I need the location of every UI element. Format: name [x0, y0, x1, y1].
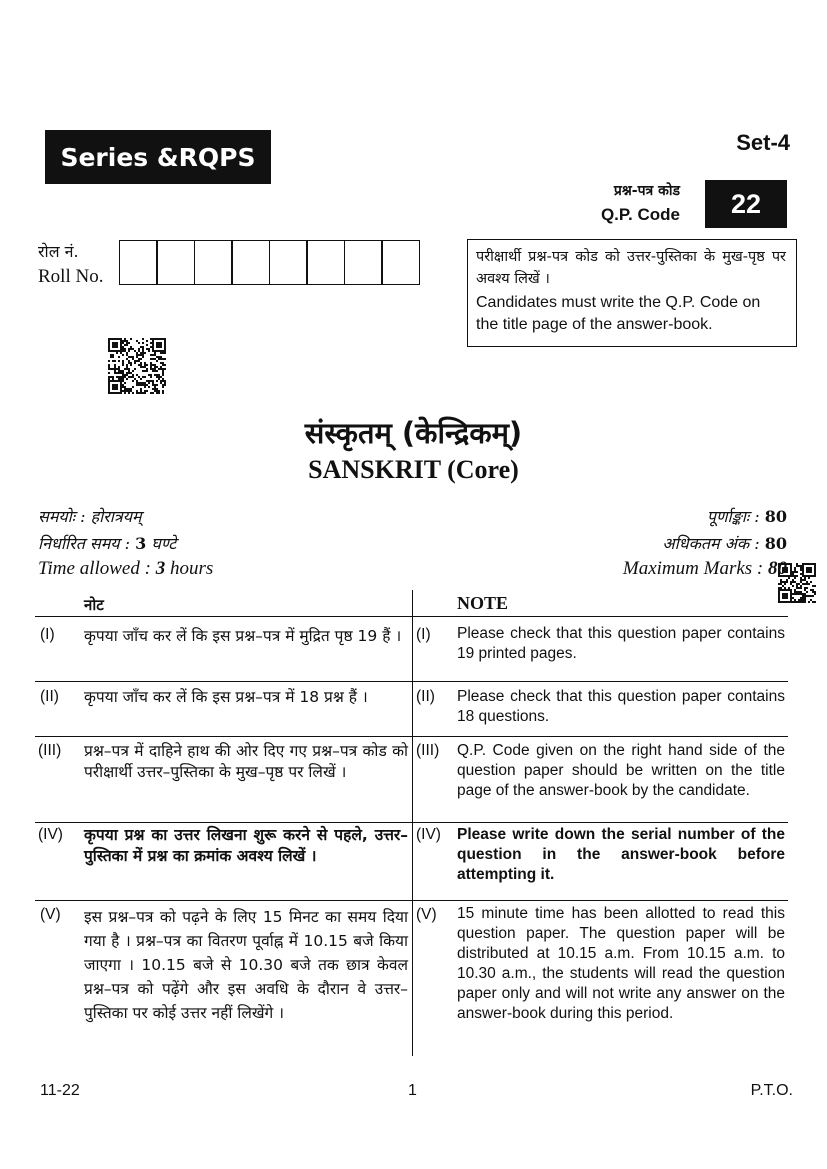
roll-number-box[interactable] [381, 240, 420, 285]
note-number: (I) [40, 626, 55, 643]
page-number: 1 [408, 1082, 417, 1099]
note-text-en: Please check that this question paper contains 18 questions. [457, 688, 785, 725]
note-number: (IV) [38, 826, 63, 843]
marks-english-label: Maximum Marks : [622, 558, 764, 579]
roll-number-box[interactable] [156, 240, 195, 285]
time-hindi [38, 532, 176, 554]
note-number-en: (IV) [416, 826, 441, 843]
time-english [38, 558, 213, 580]
time-english-label: Time allowed : [38, 558, 151, 579]
qr-code-icon [108, 338, 166, 394]
qp-code-value: 22 [705, 180, 787, 228]
roll-number-boxes [120, 240, 420, 285]
marks-sanskrit-label: पूर्णाङ्काः : [706, 507, 760, 526]
marks-sanskrit [707, 505, 787, 527]
marks-hindi [662, 532, 787, 554]
pto-label: P.T.O. [750, 1082, 793, 1099]
table-row-divider [35, 822, 788, 823]
marks-hindi-value: 80 [764, 534, 787, 553]
note-number: (V) [40, 906, 61, 923]
note-text-hi: इस प्रश्न–पत्र को पढ़ने के लिए 15 मिनट का समय दिया गया है । प्रश्न–पत्र का वितरण पूर्वाह्न में 10.15 बजे किया जाएगा । 10.15 बजे से 10.30 बजे तक छात्र केवल प्रश्न–पत्र को पढ़ेंगे और इस अवधि के दौरान वे उत्तर–पुस्तिका पर कोई उत्तर नहीं लिखेंगे । [84, 908, 408, 1022]
roll-number-box[interactable] [306, 240, 345, 285]
subject-title-en: SANSKRIT (Core) [308, 455, 519, 484]
note-text-en: 15 minute time has been allotted to read this question paper. The question paper will be distributed at 10.15 a.m. From 10.15 a.m. to 10.30 a.m., the students will read the question paper only and will not write any answer on the answer-book during this period. [457, 905, 785, 1022]
series-label: Series &RQPS [45, 130, 271, 184]
note-text-hi: कृपया प्रश्न का उत्तर लिखना शुरू करने से पहले, उत्तर–पुस्तिका में प्रश्न का क्रमांक अवश्य लिखें । [84, 826, 408, 865]
table-row-divider [35, 736, 788, 737]
time-hindi-unit: घण्टे [151, 534, 177, 553]
marks-english-value: 80 [768, 558, 787, 579]
candidate-instruction-box [467, 239, 797, 347]
roll-label-hi: रोल नं. [38, 242, 79, 261]
note-text-en: Please write down the serial number of the question in the answer-book before attempting it. [457, 826, 785, 883]
marks-sanskrit-value: 80 [764, 507, 787, 526]
note-text-en: Q.P. Code given on the right hand side of the question paper should be written on the title page of the answer-book by the candidate. [457, 742, 785, 799]
note-number-en: (II) [416, 688, 435, 705]
set-label: Set-4 [736, 130, 790, 155]
note-number: (III) [38, 742, 62, 759]
time-english-value: 3 [155, 558, 166, 579]
candidate-instruction-hi: परीक्षार्थी प्रश्न-पत्र कोड को उत्तर-पुस्तिका के मुख-पृष्ठ पर अवश्य लिखें । [476, 249, 786, 287]
candidate-instruction-en: Candidates must write the Q.P. Code on the title page of the answer-book. [476, 294, 761, 333]
note-heading-hi: नोट [84, 596, 104, 614]
note-number-en: (V) [416, 906, 437, 923]
note-text-en: Please check that this question paper contains 19 printed pages. [457, 625, 785, 662]
note-heading-en: NOTE [457, 593, 509, 613]
time-sanskrit: समयोः : होरात्रयम् [38, 507, 142, 526]
roll-number-box[interactable] [269, 240, 308, 285]
subject-title-hi: संस्कृतम् (केन्द्रिकम्) [304, 416, 523, 450]
table-column-divider [412, 590, 413, 1056]
time-english-unit: hours [169, 558, 214, 579]
table-row-divider [35, 900, 788, 901]
footer-code: 11-22 [40, 1082, 80, 1099]
roll-number-box[interactable] [344, 240, 383, 285]
roll-number-box[interactable] [119, 240, 158, 285]
table-row-divider [35, 681, 788, 682]
qp-code-label-en: Q.P. Code [600, 205, 680, 224]
marks-english [623, 558, 787, 580]
note-text-hi: कृपया जाँच कर लें कि इस प्रश्न–पत्र में 18 प्रश्न हैं । [84, 688, 368, 706]
time-hindi-value: 3 [135, 534, 147, 553]
note-number-en: (III) [416, 742, 440, 759]
marks-hindi-label: अधिकतम अंक : [662, 534, 760, 553]
note-number-en: (I) [416, 626, 431, 643]
time-hindi-label: निर्धारित समय : [38, 534, 131, 553]
note-text-hi: कृपया जाँच कर लें कि इस प्रश्न–पत्र में मुद्रित पृष्ठ 19 हैं । [84, 627, 402, 645]
note-number: (II) [40, 688, 59, 705]
note-text-hi: प्रश्न–पत्र में दाहिने हाथ की ओर दिए गए प्रश्न–पत्र कोड को परीक्षार्थी उत्तर–पुस्तिका के मुख–पृष्ठ पर लिखें । [84, 742, 408, 781]
qp-code-label-hi: प्रश्न-पत्र कोड [613, 183, 680, 199]
roll-label-en: Roll No. [38, 266, 104, 287]
roll-number-box[interactable] [231, 240, 270, 285]
roll-number-box[interactable] [194, 240, 233, 285]
